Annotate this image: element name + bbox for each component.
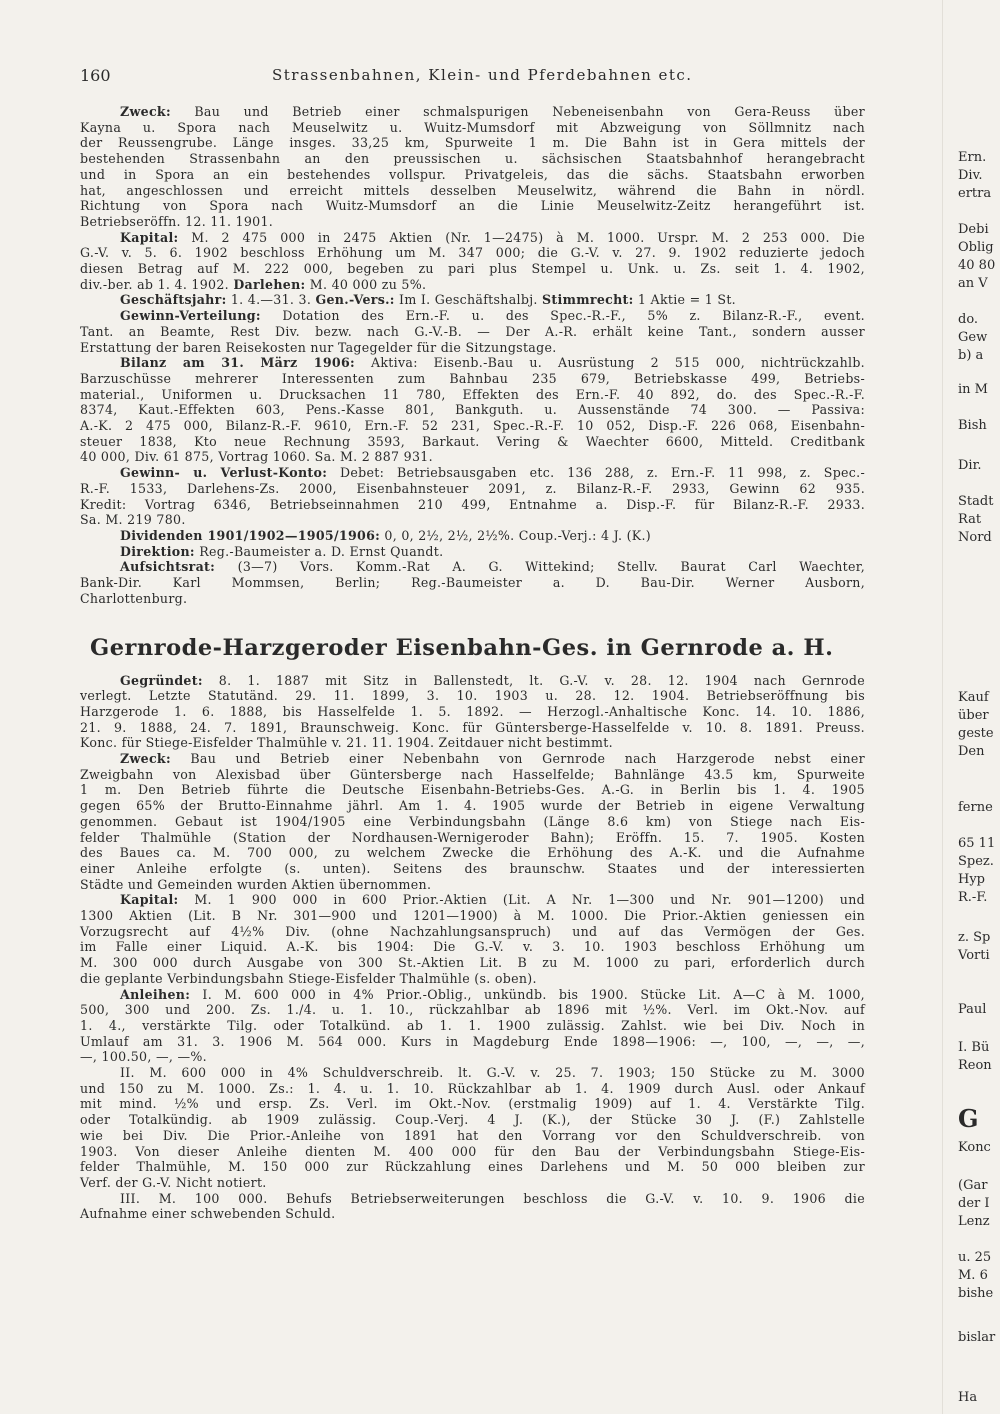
- kapital2-text: M. 1 900 000 in 600 Prior.-Aktien (Lit. A Nr. 1—300 und Nr. 901—1200) und: [194, 892, 865, 908]
- adjacent-fragment: Reon: [958, 1058, 992, 1073]
- gewinn-verlust-konto-line: [80, 497, 865, 513]
- anleihe-i-text: I. M. 600 000 in 4% Prior.-Oblig., unkündb. bis 1900. Stücke Lit. A—C à M. 1000,: [202, 986, 865, 1002]
- adjacent-fragment: u. 25: [958, 1250, 992, 1265]
- gewinn-verlust-konto-line: [80, 512, 865, 528]
- gegruendet-line: [80, 673, 865, 689]
- direktion-line: [80, 544, 865, 560]
- zweck2-text: 1 m. Den Betrieb führte die Deutsche Eisenbahn-Betriebs-Ges. A.-G. in Berlin bis 1. 4. 1905: [80, 782, 865, 798]
- bilanz-text: Aktiva: Eisenb.-Bau u. Ausrüstung 2 515 000, nichtrückzahlb.: [370, 355, 865, 371]
- anleihe-ii-line: [80, 1159, 865, 1175]
- adjacent-fragment: Vorti: [958, 948, 990, 963]
- bilanz-line: [80, 371, 865, 387]
- gewinn-verlust-konto-text: R.-F. 1533, Darlehens-Zs. 2000, Eisenbahnsteuer 2091, z. Bilanz-R.-F. 2933, Gewinn 62 935.: [80, 480, 865, 496]
- anleihe-i-text: —, 100.50, —, —%.: [80, 1049, 207, 1065]
- anleihe-ii-text: mit mind. ½% und ersp. Zs. Verl. im Okt.-Nov. (erstmalig 1909) auf 1. 4. Verstärkte Tilg.: [80, 1096, 865, 1112]
- adjacent-fragment: I. Bü: [958, 1040, 990, 1055]
- bilanz-line: [80, 418, 865, 434]
- zweck2-text: Bau und Betrieb einer Nebenbahn von Gernrode nach Harzgerode nebst einer: [190, 751, 865, 767]
- bilanz-text: material., Uniformen u. Drucksachen 11 780, Effekten des Ern.-F. 40 892, do. des Spec.-R.-F.: [80, 386, 865, 402]
- zweck2-text: einer Anleihe erfolgte (s. unten). Seitens des braunschw. Staates und der interessierten: [80, 860, 865, 876]
- zweck2-line: [80, 830, 865, 846]
- adjacent-fragment: Debi: [958, 222, 989, 237]
- adjacent-fragment: Rat: [958, 512, 982, 527]
- geschaeftsjahr-text: 1. 4.—31. 3.: [230, 292, 312, 308]
- zweck2-line: [80, 845, 865, 861]
- adjacent-fragment: Ern.: [958, 150, 987, 165]
- anleihe-ii-line: [80, 1112, 865, 1128]
- geschaeftsjahr-line: [80, 292, 865, 308]
- zweck-text: bestehenden Strassenbahn an den preussischen u. sächsischen Staatsbahnhof herangebracht: [80, 151, 865, 167]
- zweck-label: Zweck:: [120, 104, 171, 119]
- dividenden-line: [80, 528, 865, 544]
- gewinn-verlust-konto-line: [80, 481, 865, 497]
- gewinn-verteilung-label: Gewinn-Verteilung:: [120, 308, 261, 324]
- zweck2-line: [80, 861, 865, 877]
- darlehen-text: M. 40 000 zu 5%.: [305, 276, 427, 292]
- zweck2-line: [80, 877, 865, 893]
- adjacent-fragment: G: [958, 1104, 979, 1133]
- zweck-line: [80, 151, 865, 167]
- anleihe-i-line: [80, 1049, 865, 1065]
- gewinn-verteilung-line: [80, 324, 865, 340]
- kapital2-text: M. 300 000 durch Ausgabe von 300 St.-Aktien Lit. B zu M. 1000 zu pari, erforderlich durch: [80, 955, 865, 971]
- kapital2-text: Vorzugsrecht auf 4½% Div. (ohne Nachzahlungsanspruch) und auf das Vermögen der Ges.: [80, 923, 865, 939]
- bilanz-line: [80, 402, 865, 418]
- anleihe-ii-text: II. M. 600 000 in 4% Schuldverschreib. lt. G.-V. v. 25. 7. 1903; 150 Stücke zu M. 3000: [120, 1065, 865, 1081]
- direktion-label: Direktion:: [120, 543, 195, 559]
- zweck2-text: felder Thalmühle (Station der Nordhausen-Wernigeroder Bahn); Eröffn. 15. 7. 1905. Kosten: [80, 829, 865, 845]
- adjacent-fragment: Hyp: [958, 872, 986, 887]
- anleihe-ii-line: [80, 1128, 865, 1144]
- aufsichtsrat-text: Charlottenburg.: [80, 590, 188, 606]
- zweck2-text: des Baues ca. M. 700 000, zu welchem Zwecke die Erhöhung des A.-K. und die Aufnahme: [80, 845, 865, 861]
- bilanz-line: [80, 387, 865, 403]
- gegruendet-line: [80, 735, 865, 751]
- bilanz-line: [80, 434, 865, 450]
- main-column: [80, 104, 865, 1222]
- adjacent-fragment: an V: [958, 276, 988, 291]
- adjacent-fragment: do.: [958, 312, 979, 327]
- gegruendet-text: verlegt. Letzte Statutänd. 29. 11. 1899, 3. 10. 1903 u. 28. 12. 1904. Betriebseröffnung bis: [80, 688, 865, 704]
- kapital2-line: [80, 955, 865, 971]
- anleihe-ii-text: wie bei Div. Die Prior.-Anleihe von 1891 hat den Vorrang vor den Schuldverschreib. von: [80, 1127, 865, 1143]
- darlehen-label: Darlehen:: [233, 276, 306, 292]
- adjacent-fragment: 40 80: [958, 258, 996, 273]
- adjacent-fragment: (Gar: [958, 1178, 988, 1193]
- entry-gernrode-harzgerode: [80, 673, 865, 1223]
- dividenden-text: 0, 0, 2½, 2½, 2½%. Coup.-Verj.: 4 J. (K.): [384, 527, 652, 543]
- adjacent-fragment: Paul: [958, 1002, 987, 1017]
- zweck2-label: Zweck:: [120, 751, 171, 767]
- dividenden-label: Dividenden 1901/1902—1905/1906:: [120, 527, 381, 543]
- gewinn-verteilung-text: Erstattung der baren Reisekosten nur Tagegelder für die Sitzungstage.: [80, 339, 557, 355]
- kapital2-text: im Falle einer Liquid. A.-K. bis 1904: Die G.-V. v. 3. 10. 1903 beschloss Erhöhung um: [80, 939, 865, 955]
- adjacent-fragment: Kauf: [958, 690, 989, 705]
- adjacent-fragment: geste: [958, 726, 994, 741]
- bilanz-text: 8374, Kaut.-Effekten 603, Pens.-Kasse 801, Bankguth. u. Aussenstände 74 300. — Passiva:: [80, 402, 865, 418]
- gewinn-verlust-konto-text: Debet: Betriebsausgaben etc. 136 288, z. Ern.-F. 11 998, z. Spec.-: [339, 465, 866, 481]
- zweck2-line: [80, 751, 865, 767]
- zweck-text: und in Spora an ein bestehendes vollspur. Privatgeleis, das die sächs. Staatsbahn erworben: [80, 166, 865, 182]
- kapital2-text: 1300 Aktien (Lit. B Nr. 301—900 und 1201—1900) à M. 1000. Die Prior.-Aktien geniessen ein: [80, 908, 865, 924]
- zweck2-text: Städte und Gemeinden wurden Aktien übernommen.: [80, 876, 432, 892]
- kapital-line: [80, 230, 865, 246]
- kapital-line: [80, 261, 865, 277]
- adjacent-fragment: Bish: [958, 418, 987, 433]
- zweck-line: [80, 214, 865, 230]
- zweck2-line: [80, 798, 865, 814]
- geschaeftsjahr-label: Geschäftsjahr:: [120, 292, 227, 308]
- anleihe-iii-line: [80, 1191, 865, 1207]
- adjacent-column-fragment: [952, 0, 1000, 1414]
- gewinn-verteilung-line: [80, 340, 865, 356]
- anleihe-ii-line: [80, 1096, 865, 1112]
- adjacent-fragment: Nord: [958, 530, 992, 545]
- adjacent-fragment: ferne: [958, 800, 993, 815]
- kapital2-text: die geplante Verbindungsbahn Stiege-Eisfelder Thalmühle (s. oben).: [80, 970, 537, 986]
- bilanz-line: [80, 449, 865, 465]
- bilanz-text: A.-K. 2 475 000, Bilanz-R.-F. 9610, Ern.-F. 52 231, Spec.-R.-F. 10 052, Disp.-F. 226 068, Eisenbahn-: [80, 418, 865, 434]
- kapital-label: Kapital:: [120, 229, 179, 245]
- adjacent-fragment: Konc: [958, 1140, 991, 1155]
- kapital2-line: [80, 908, 865, 924]
- adjacent-fragment: bislar: [958, 1330, 996, 1345]
- zweck2-line: [80, 767, 865, 783]
- zweck2-line: [80, 814, 865, 830]
- anleihe-i-text: 500, 300 und 200. Zs. 1./4. u. 1. 10., rückzahlbar ab 1896 mit ½%. Verl. im Okt.-Nov. auf: [80, 1002, 865, 1018]
- aufsichtsrat-line: [80, 575, 865, 591]
- anleihe-i-text: Umlauf am 31. 3. 1906 M. 564 000. Kurs in Magdeburg Ende 1898—1906: —, 100, —, —, —,: [80, 1033, 865, 1049]
- bilanz-label: Bilanz am 31. März 1906:: [120, 355, 355, 371]
- zweck-line: [80, 183, 865, 199]
- adjacent-fragment: R.-F.: [958, 890, 988, 905]
- adjacent-fragment: der I: [958, 1196, 990, 1211]
- adjacent-fragment: in M: [958, 382, 988, 397]
- zweck-line: [80, 104, 865, 120]
- anleihe-ii-text: felder Thalmühle, M. 150 000 zur Rückzahlung eines Darlehens und M. 50 000 bleiben zur: [80, 1159, 865, 1175]
- kapital-text: G.-V. v. 5. 6. 1902 beschloss Erhöhung um M. 347 000; die G.-V. v. 27. 9. 1902 reduzierte jedoch: [80, 245, 865, 261]
- zweck-text: Betriebseröffn. 12. 11. 1901.: [80, 213, 274, 229]
- bilanz-line: [80, 355, 865, 371]
- kapital2-line: [80, 892, 865, 908]
- anleihe-i-line: [80, 1018, 865, 1034]
- gewinn-verteilung-line: [80, 308, 865, 324]
- gewinn-verlust-konto-line: [80, 465, 865, 481]
- kapital-text: div.-ber. ab 1. 4. 1902.: [80, 276, 229, 292]
- company-title: Gernrode-Harzgeroder Eisenbahn-Ges. in Gernrode a. H.: [90, 634, 834, 661]
- anleihe-ii-line: [80, 1144, 865, 1160]
- kapital-text: M. 2 475 000 in 2475 Aktien (Nr. 1—2475) à M. 1000. Urspr. M. 2 253 000. Die: [191, 229, 866, 245]
- zweck-text: Bau und Betrieb einer schmalspurigen Nebeneisenbahn von Gera-Reuss über: [194, 104, 865, 119]
- gewinn-verteilung-text: Tant. an Beamte, Rest Div. bezw. nach G.-V.-B. — Der A.-R. erhält keine Tant., sondern ausser: [80, 323, 865, 339]
- gegruendet-label: Gegründet:: [120, 672, 203, 688]
- aufsichtsrat-line: [80, 559, 865, 575]
- anleihe-ii-line: [80, 1065, 865, 1081]
- anleihe-ii-line: [80, 1081, 865, 1097]
- aufsichtsrat-text: Bank-Dir. Karl Mommsen, Berlin; Reg.-Baumeister a. D. Bau-Dir. Werner Ausborn,: [80, 575, 865, 591]
- adjacent-fragment: M. 6: [958, 1268, 988, 1283]
- kapital2-line: [80, 924, 865, 940]
- aufsichtsrat-text: (3—7) Vors. Komm.-Rat A. G. Wittekind; Stellv. Baurat Carl Waechter,: [237, 559, 865, 575]
- anleihe-i-text: 1. 4., verstärkte Tilg. oder Totalkünd. ab 1. 1. 1900 zulässig. Zahlst. wie bei Div. Noch in: [80, 1017, 865, 1033]
- zweck2-text: genommen. Gebaut ist 1904/1905 eine Verbindungsbahn (Länge 8.6 km) von Stiege nach Eis-: [80, 813, 865, 829]
- anleihe-ii-text: und 150 zu M. 1000. Zs.: 1. 4. u. 1. 10. Rückzahlbar ab 1. 4. 1909 durch Ausl. oder Ankauf: [80, 1080, 865, 1096]
- adjacent-fragment: Oblig: [958, 240, 994, 255]
- gewinn-verlust-konto-text: Kredit: Vortrag 6346, Betriebseinnahmen 210 499, Entnahme a. Disp.-F. für Bilanz-R.-F. 2933.: [80, 496, 865, 512]
- zweck-line: [80, 167, 865, 183]
- adjacent-fragment: Spez.: [958, 854, 994, 869]
- zweck-text: Richtung von Spora nach Wuitz-Mumsdorf an die Linie Meuselwitz-Zeitz herangeführt ist.: [80, 198, 865, 214]
- gen-vers-text: Im I. Geschäftshalbj.: [394, 292, 538, 308]
- adjacent-fragment: b) a: [958, 348, 984, 363]
- zweck-text: Kayna u. Spora nach Meuselwitz u. Wuitz-Mumsdorf mit Abzweigung von Söllmnitz nach: [80, 119, 865, 135]
- anleihe-ii-line: [80, 1175, 865, 1191]
- gegruendet-text: Konc. für Stiege-Eisfelder Thalmühle v. 21. 11. 1904. Zeitdauer nicht bestimmt.: [80, 735, 613, 751]
- page-number: 160: [80, 66, 111, 85]
- zweck-line: [80, 198, 865, 214]
- bilanz-text: steuer 1838, Kto neue Rechnung 3593, Barkaut. Vering & Waechter 6600, Mitteld. Creditbank: [80, 433, 865, 449]
- anleihe-ii-text: 1903. Von dieser Anleihe dienten M. 400 000 für den Bau der Verbindungsbahn Stiege-Eis-: [80, 1143, 865, 1159]
- anleihe-i-line: [80, 1002, 865, 1018]
- gegruendet-line: [80, 704, 865, 720]
- anleihe-i-label: Anleihen:: [120, 986, 191, 1002]
- adjacent-fragment: Stadt: [958, 494, 994, 509]
- adjacent-fragment: Ha: [958, 1390, 978, 1405]
- adjacent-fragment: Gew: [958, 330, 988, 345]
- anleihe-iii-text: Aufnahme einer schwebenden Schuld.: [80, 1206, 336, 1222]
- kapital-line: [80, 277, 865, 293]
- direktion-text: Reg.-Baumeister a. D. Ernst Quandt.: [199, 543, 444, 559]
- gegruendet-text: 8. 1. 1887 mit Sitz in Ballenstedt, lt. G.-V. v. 28. 12. 1904 nach Gernrode: [218, 672, 865, 688]
- zweck2-text: Zweigbahn von Alexisbad über Güntersberge nach Hasselfelde; Bahnlänge 43.5 km, Spurweite: [80, 766, 865, 782]
- kapital-text: diesen Betrag auf M. 222 000, begeben zu pari plus Stempel u. Unk. u. Zs. seit 1. 4. 1902,: [80, 261, 865, 277]
- anleihe-i-line: [80, 987, 865, 1003]
- gegruendet-text: 21. 9. 1888, 24. 7. 1891, Braunschweig. Konc. für Güntersberge-Hasselfelde v. 10. 8. 1891. Preuss.: [80, 719, 865, 735]
- zweck-text: der Reussengrube. Länge insges. 33,25 km, Spurweite 1 m. Die Bahn ist in Gera mittels der: [80, 135, 865, 151]
- anleihe-iii-line: [80, 1206, 865, 1222]
- adjacent-fragment: bishe: [958, 1286, 994, 1301]
- adjacent-fragment: Lenz: [958, 1214, 990, 1229]
- kapital2-label: Kapital:: [120, 892, 179, 908]
- aufsichtsrat-label: Aufsichtsrat:: [120, 559, 216, 575]
- gen-vers-label: Gen.-Vers.:: [315, 292, 395, 308]
- anleihe-iii-text: III. M. 100 000. Behufs Betriebserweiterungen beschloss die G.-V. v. 10. 9. 1906 die: [120, 1190, 865, 1206]
- adjacent-fragment: Dir.: [958, 458, 982, 473]
- adjacent-fragment: Den: [958, 744, 985, 759]
- stimmrecht-text: 1 Aktie = 1 St.: [633, 292, 736, 308]
- zweck2-line: [80, 782, 865, 798]
- adjacent-fragment: 65 11: [958, 836, 996, 851]
- column-divider: [942, 0, 943, 1414]
- running-title: Strassenbahnen, Klein- und Pferdebahnen etc.: [272, 66, 693, 84]
- bilanz-text: Barzuschüsse mehrerer Interessenten zum Bahnbau 235 679, Betriebskasse 499, Betriebs-: [80, 370, 865, 386]
- gewinn-verteilung-text: Dotation des Ern.-F. u. des Spec.-R.-F., 5% z. Bilanz-R.-F., event.: [282, 308, 865, 324]
- zweck-text: hat, angeschlossen und erreicht mittels desselben Meuselwitz, während die Bahn in nördl.: [80, 182, 865, 198]
- bilanz-text: 40 000, Div. 61 875, Vortrag 1060. Sa. M. 2 887 931.: [80, 449, 433, 465]
- zweck-line: [80, 135, 865, 151]
- adjacent-fragment: über: [958, 708, 989, 723]
- anleihe-ii-text: oder Totalkündig. ab 1909 zulässig. Coup.-Verj. 4 J. (K.), der Stücke 30 J. (F.) Zahlstelle: [80, 1112, 865, 1128]
- gewinn-verlust-konto-label: Gewinn- u. Verlust-Konto:: [120, 465, 328, 481]
- gegruendet-line: [80, 688, 865, 704]
- entry-gera-meuselwitz: [80, 104, 865, 607]
- stimmrecht-label: Stimmrecht:: [542, 292, 634, 308]
- anleihe-i-line: [80, 1034, 865, 1050]
- kapital2-line: [80, 939, 865, 955]
- adjacent-fragment: ertra: [958, 186, 992, 201]
- anleihe-ii-text: Verf. der G.-V. Nicht notiert.: [80, 1175, 267, 1190]
- kapital-line: [80, 245, 865, 261]
- adjacent-fragment: Div.: [958, 168, 983, 183]
- zweck-line: [80, 120, 865, 136]
- adjacent-fragment: z. Sp: [958, 930, 991, 945]
- gegruendet-line: [80, 720, 865, 736]
- aufsichtsrat-line: [80, 591, 865, 607]
- gegruendet-text: Harzgerode 1. 6. 1888, bis Hasselfelde 1. 5. 1892. — Herzogl.-Anhaltische Konc. 14. 10. 1886,: [80, 703, 865, 719]
- gewinn-verlust-konto-text: Sa. M. 219 780.: [80, 512, 186, 528]
- zweck2-text: gegen 65% der Brutto-Einnahme jährl. Am 1. 4. 1905 wurde der Betrieb in eigene Verwaltung: [80, 798, 865, 814]
- kapital2-line: [80, 971, 865, 987]
